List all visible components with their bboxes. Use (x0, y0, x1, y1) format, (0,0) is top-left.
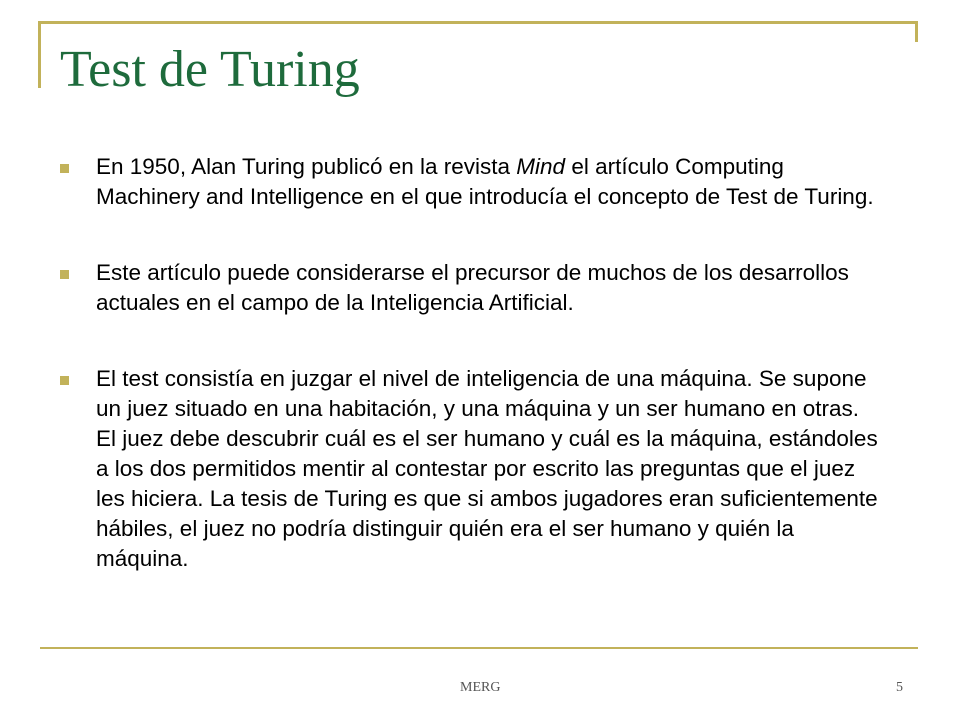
bullet-item-1 (60, 152, 880, 212)
bullet-square-icon (60, 270, 69, 279)
frame-top-line (40, 21, 918, 24)
bullet-1-italic-journal: Mind (516, 154, 566, 179)
page-number: 5 (896, 680, 903, 695)
frame-left-line (38, 21, 41, 88)
bullet-1-text-start: En 1950, Alan Turing publicó en la revista (96, 154, 517, 179)
bullet-item-2 (60, 258, 880, 318)
slide-title: Test de Turing (60, 41, 360, 98)
frame-right-line (915, 21, 918, 42)
bullet-list (60, 152, 880, 574)
bullet-square-icon (60, 164, 69, 173)
bullet-square-icon (60, 376, 69, 385)
bullet-1-text-end: el artículo Computing Machinery and Intelligence en el que introducía el concepto de Test de Turing. (96, 154, 874, 209)
footer-divider (40, 647, 918, 649)
bullet-item-3 (60, 364, 880, 574)
bullet-2-text: Este artículo puede considerarse el precursor de muchos de los desarrollos actuales en el campo de la Inteligencia Artificial. (96, 260, 849, 315)
footer-label: MERG (460, 680, 501, 695)
bullet-3-text: El test consistía en juzgar el nivel de inteligencia de una máquina. Se supone un juez situado en una habitación, y una máquina y un ser humano en otras. El juez debe descubrir cuál es el ser humano y cuál es la máquina, estándoles a los dos permitidos mentir al contestar por escrito las preguntas que el juez les hiciera. La tesis de Turing es que si ambos jugadores eran suficientemente hábiles, el juez no podría distinguir quién era el ser humano y quién la máquina. (96, 366, 878, 571)
